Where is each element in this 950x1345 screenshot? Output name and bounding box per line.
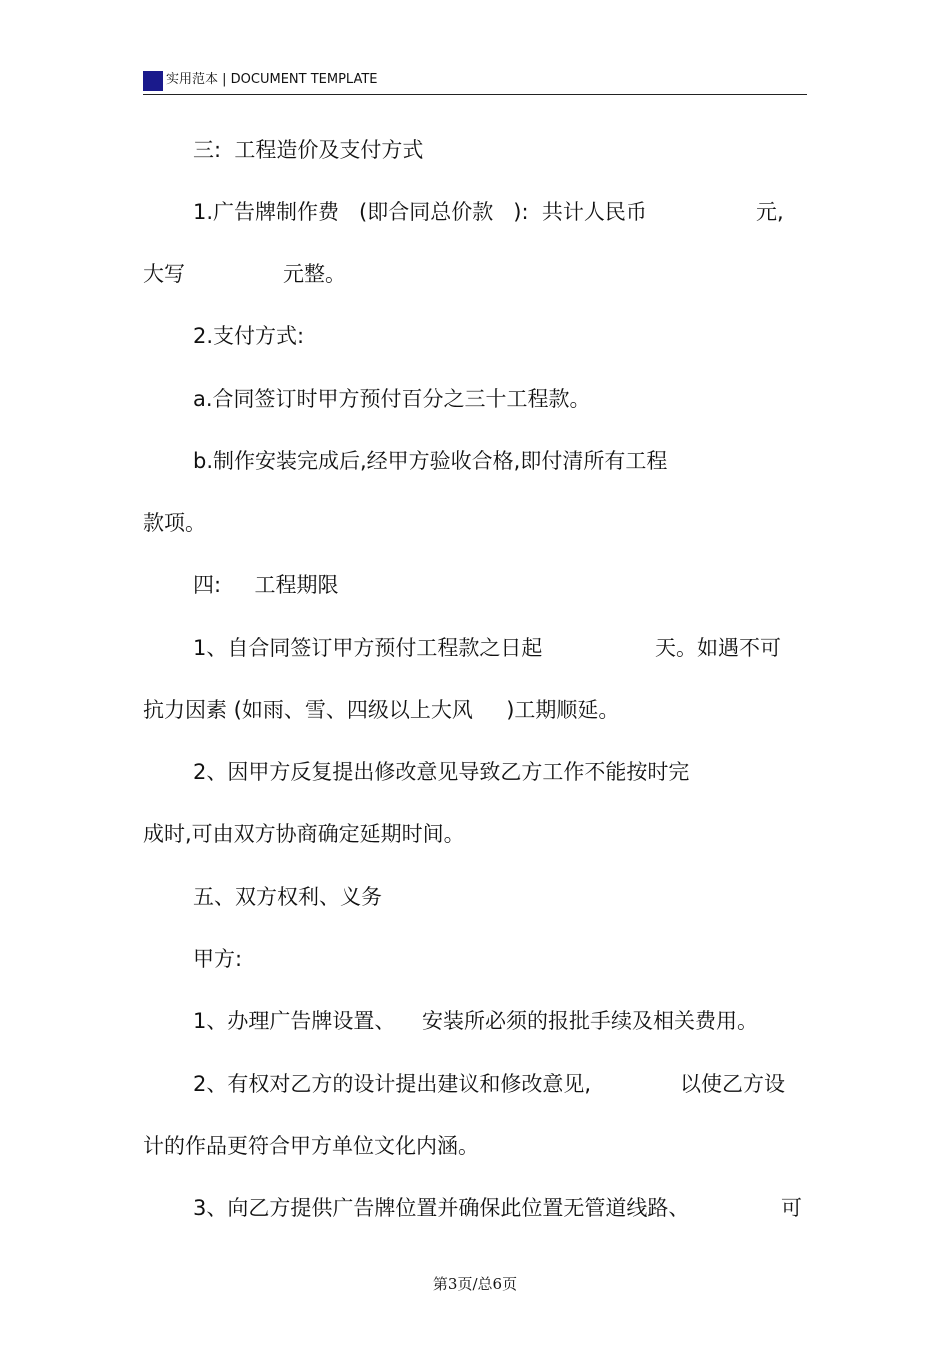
clause-3-1-capital-unit: 元整。 (283, 262, 346, 286)
clause-3-2-a: a.合同签订时甲方预付百分之三十工程款。 (193, 387, 591, 411)
page-header (143, 68, 807, 95)
clause-4-1-line1: 1、自合同签订甲方预付工程款之日起 (193, 636, 543, 660)
party-a-clause-2-line1: 2、有权对乙方的设计提出建议和修改意见, (193, 1072, 592, 1096)
clause-3-2-b-line2: 款项。 (143, 511, 206, 535)
clause-3-1-capital-label: 大写 (143, 262, 185, 286)
clause-4-2-line1: 2、因甲方反复提出修改意见导致乙方工作不能按时完 (193, 760, 690, 784)
party-a-heading: 甲方: (193, 947, 243, 971)
clause-4-2-line2: 成时,可由双方协商确定延期时间。 (143, 822, 465, 846)
section-4-heading: 四: 工程期限 (193, 573, 339, 597)
party-a-clause-2-line1-tail: 以使乙方设 (680, 1072, 785, 1096)
header-title: 实用范本 | DOCUMENT TEMPLATE (166, 72, 378, 87)
clause-3-2-b-line1: b.制作安装完成后,经甲方验收合格,即付清所有工程 (193, 449, 668, 473)
header-logo-square (143, 71, 163, 91)
clause-3-1-text: 1.广告牌制作费 (即合同总价款 ): 共计人民币 (193, 200, 647, 224)
clause-4-1-line2: 抗力因素 (如雨、雪、四级以上大风 )工期顺延。 (143, 698, 620, 722)
page-footer-pagination: 第3页/总6页 (432, 1275, 518, 1293)
clause-4-1-line1-tail: 天。如遇不可 (655, 636, 781, 660)
section-3-heading: 三: 工程造价及支付方式 (193, 138, 424, 162)
party-a-clause-3-line1-tail: 可 (781, 1196, 802, 1220)
section-5-heading: 五、双方权利、义务 (193, 885, 382, 909)
clause-3-1-unit: 元, (756, 200, 784, 224)
party-a-clause-1: 1、办理广告牌设置、 安装所必须的报批手续及相关费用。 (193, 1009, 759, 1033)
party-a-clause-3-line1: 3、向乙方提供广告牌位置并确保此位置无管道线路、 (193, 1196, 690, 1220)
clause-3-2-heading: 2.支付方式: (193, 324, 305, 348)
party-a-clause-2-line2: 计的作品更符合甲方单位文化内涵。 (143, 1134, 479, 1158)
